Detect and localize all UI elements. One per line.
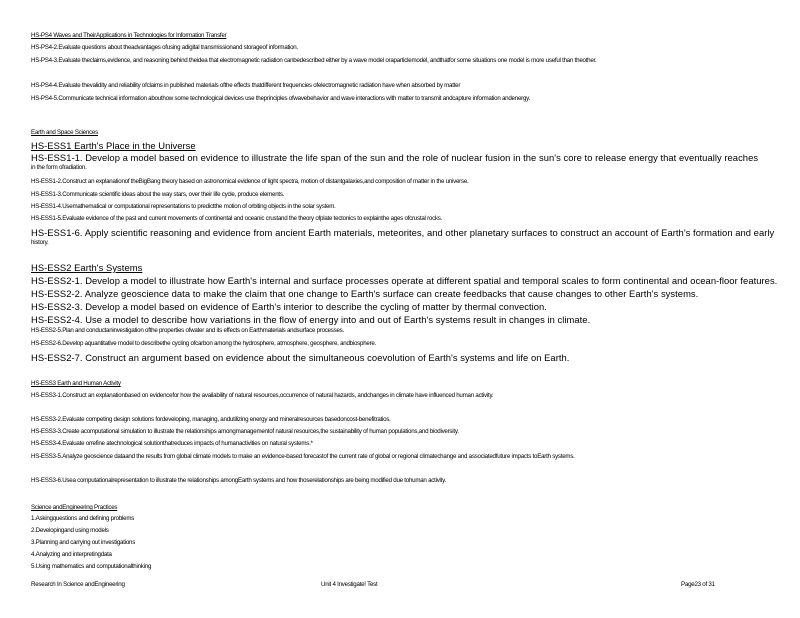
- ess2-heading: HS-ESS2 Earth's Systems: [31, 262, 143, 273]
- practice-item: 4.Analyzing and interpretingdata: [31, 551, 112, 558]
- ess1-standard-1-cont: in the form ofradiation.: [31, 164, 87, 171]
- ess1-standard-4: HS-ESS1-4.Usemathematical or computational representations to predictthe motion of orbiting objects in the solar system.: [31, 203, 336, 210]
- ess1-heading: HS-ESS1 Earth's Place in the Universe: [31, 140, 196, 151]
- ess2-standard-7: HS-ESS2-7. Construct an argument based on evidence about the simultaneous coevolution of Earth's systems and life on Earth.: [31, 352, 570, 363]
- practice-item: 2.Developingand using models: [31, 527, 109, 534]
- ess2-standard-3: HS-ESS2-3. Develop a model based on evidence of Earth's interior to describe the cycling of matter by thermal convection.: [31, 301, 547, 312]
- ess2-standard-1: HS-ESS2-1. Develop a model to illustrate how Earth's internal and surface processes operate at different spatial and temporal scales to form continental and ocean-floor features.: [31, 275, 778, 286]
- ps4-heading: HS-PS4 Waves and TheirApplications in Technologies for Information Transfer: [31, 32, 227, 39]
- ps4-standard-4: HS-PS4-4.Evaluate thevalidity and reliability ofclaims in published materials ofthe effects thatdifferent frequencies ofelectromagnetic radiation have when absorbed by matter: [31, 82, 461, 89]
- ps4-standard-2: HS-PS4-2.Evaluate questions about theadvantages ofusing adigital transmissionand storageof information.: [31, 44, 298, 51]
- practice-item: 3.Planning and carrying out investigations: [31, 539, 136, 546]
- ess3-standard-4: HS-ESS3-4.Evaluate orrefine atechnological solutionthatreduces impacts of humanactivities on natural systems.*: [31, 440, 313, 447]
- practice-item: 1.Askingquestions and defining problems: [31, 515, 135, 522]
- ess3-standard-1: HS-ESS3-1.Construct an explanationbased on evidencefor how the availability of natural resources,occurrence of natural hazards, andchanges in climate have influenced human activity.: [31, 392, 494, 399]
- ps4-standard-5: HS-PS4-5.Communicate technical information abouthow some technological devices use theprinciples ofwavebehavior and wave interactions with matter to transmit andcapture information andenergy.: [31, 95, 530, 102]
- ess2-standard-5: HS-ESS2-5.Plan and conductaninvestigation ofthe properties ofwater and its effects on Earthmaterials andsurface processes.: [31, 327, 344, 334]
- footer-left: Research In Science andEngineering: [31, 581, 125, 588]
- ps4-standard-3: HS-PS4-3.Evaluate theclaims,evidence, and reasoning behind theidea that electromagnetic radiation canbedescribed either by a wave model oraparticlemodel, andthatfor some situations one model is more useful than theother.: [31, 57, 597, 64]
- ess3-standard-3: HS-ESS3-3.Create acomputational simulation to illustrate the relationships amongmanagementof natural resources,the sustainability of human populations,and biodiversity.: [31, 428, 459, 435]
- ess3-standard-5: HS-ESS3-5.Analyze geoscience dataand the results from global climate models to make an evidence-based forecastof the current rate of global or regional climatechange and associatedfuture impacts toEarth systems.: [31, 453, 575, 460]
- ess2-standard-4: HS-ESS2-4. Use a model to describe how variations in the flow of energy into and out of Earth's systems result in changes in climate.: [31, 314, 591, 325]
- ess3-standard-2: HS-ESS3-2.Evaluate competing design solutions fordeveloping, managing, andutilizing energy and mineralresources basedoncost-benefitratios.: [31, 416, 391, 423]
- footer-center: Unit 4 Investigate! Test: [321, 581, 378, 588]
- ess1-standard-6-cont: history.: [31, 239, 49, 246]
- ess3-standard-6: HS-ESS3-6.Usea computationalrepresentation to illustrate the relationships amongEarth systems and how thoserelationships are being modified due tohuman activity.: [31, 477, 447, 484]
- ess-section-heading: Earth and Space Sciences: [31, 129, 98, 136]
- ess3-heading: HS-ESS3 Earth and Human Activity: [31, 380, 121, 387]
- footer-page-number: Page23 of 31: [681, 581, 715, 588]
- ess1-standard-5: HS-ESS1-5.Evaluate evidence of the past and current movements of continental and oceanic crustand the theory ofplate tectonics to explainthe ages ofcrustal rocks.: [31, 215, 443, 222]
- ess1-standard-2: HS-ESS1-2.Construct an explanationof theBigBang theory based on astronomical evidence of light spectra, motion of distantgalaxies,and composition of matter in the universe.: [31, 178, 469, 185]
- ess2-standard-2: HS-ESS2-2. Analyze geoscience data to make the claim that one change to Earth's surface can create feedbacks that cause changes to other Earth's systems.: [31, 288, 699, 299]
- ess2-standard-6: HS-ESS2-6.Develop aquantitative model to describethe cycling ofcarbon among the hydrosphere, atmosphere, geosphere, andbiosphere.: [31, 340, 377, 347]
- ess1-standard-3: HS-ESS1-3.Communicate scientific ideas about the way stars, over their life cycle, produce elements.: [31, 191, 285, 198]
- practices-heading: Science andEngineering Practices: [31, 504, 118, 511]
- practice-item: 5.Using mathematics and computationalthinking: [31, 563, 152, 570]
- ess1-standard-6: HS-ESS1-6. Apply scientific reasoning and evidence from ancient Earth materials, meteorites, and other planetary surfaces to construct an account of Earth's formation and early: [31, 227, 775, 238]
- ess1-standard-1: HS-ESS1-1. Develop a model based on evidence to illustrate the life span of the sun and the role of nuclear fusion in the sun's core to release energy that eventually reaches: [31, 152, 759, 163]
